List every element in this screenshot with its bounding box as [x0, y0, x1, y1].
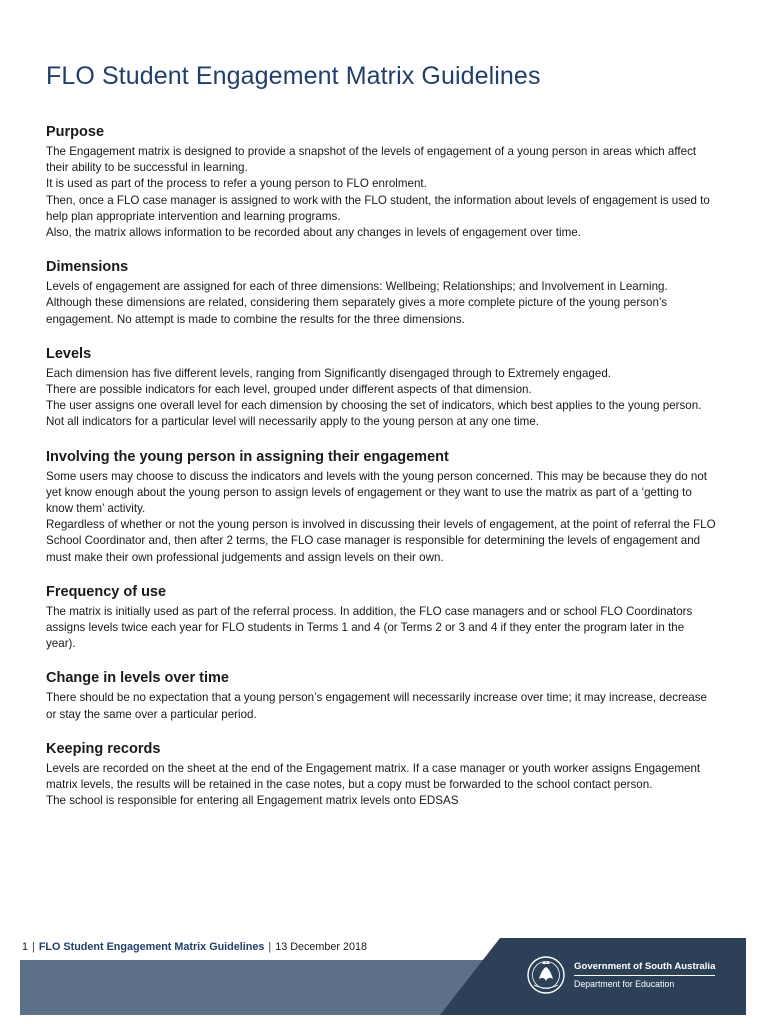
section-paragraph: Regardless of whether or not the young person is involved in discussing their levels of engagement, at the point of referral the FLO School Coordinator and, then after 2 terms, the FLO case manager is responsible for determining the levels of engagement and must make their own professional judgements and assign levels on their own. — [46, 518, 716, 564]
footer-separator: | — [32, 941, 35, 953]
section-heading: Frequency of use — [46, 583, 167, 600]
footer-date: 13 December 2018 — [275, 941, 368, 953]
section-paragraph: There are possible indicators for each level, grouped under different aspects of that dimension. — [46, 383, 532, 397]
section-paragraph: Some users may choose to discuss the indicators and levels with the young person concerned. This may be because they do not yet know enough about the young person to assign levels of engagement or they want to use the matrix as part of a ‘getting to know them’ activity. — [46, 469, 708, 516]
section-paragraph: The school is responsible for entering all Engagement matrix levels onto EDSAS — [46, 794, 459, 808]
sa-government-crest-icon — [526, 955, 566, 995]
section-paragraph: Levels of engagement are assigned for each of three dimensions: Wellbeing; Relationships; and Involvement in Learning. Although these dimensions are related, considering them separately gives a more complete picture of the young person’s engagement. No attempt is made to combine the results for the three dimensions. — [46, 280, 668, 326]
section-heading: Levels — [46, 345, 92, 362]
section-paragraph: Levels are recorded on the sheet at the end of the Engagement matrix. If a case manager or youth worker assigns Engagement matrix levels, the results will be retained in the case notes, but a copy must be forwarded to the school contact person. — [46, 761, 701, 792]
section-heading: Keeping records — [46, 740, 161, 757]
government-logo — [526, 955, 715, 995]
section-heading: Involving the young person in assigning their engagement — [46, 448, 449, 465]
section-paragraph: Also, the matrix allows information to be recorded about any changes in levels of engagement over time. — [46, 226, 581, 240]
section-change-over-time — [46, 670, 716, 722]
section-paragraph: It is used as part of the process to refer a young person to FLO enrolment. — [46, 177, 427, 191]
section-heading: Purpose — [46, 124, 105, 140]
section-dimensions — [46, 259, 716, 328]
footer-doc-title: FLO Student Engagement Matrix Guidelines — [38, 941, 265, 953]
page-footer — [22, 941, 367, 953]
section-paragraph: There should be no expectation that a young person’s engagement will necessarily increase over time; it may increase, decrease or stay the same over a particular period. — [46, 691, 707, 721]
section-heading: Dimensions — [46, 259, 129, 276]
section-paragraph: The matrix is initially used as part of the referral process. In addition, the FLO case managers and or school FLO Coordinators assigns levels twice each year for FLO students in Terms 1 and 4 (or Terms 2 or 3 and 4 if they enter the program later in the year). — [46, 604, 693, 651]
page-number: 1 — [22, 941, 29, 953]
section-paragraph: The user assigns one overall level for each dimension by choosing the set of indicators, which best applies to the young person. Not all indicators for a particular level will necessarily apply to the young person at any one time. — [46, 399, 702, 429]
section-purpose — [46, 124, 716, 241]
section-paragraph: Then, once a FLO case manager is assigned to work with the FLO student, the information about levels of engagement is used to help plan appropriate intervention and learning programs. — [46, 193, 710, 223]
footer-band — [20, 960, 490, 1015]
document-body — [46, 124, 716, 827]
government-name: Government of South Australia — [574, 961, 715, 976]
page-title: FLO Student Engagement Matrix Guidelines — [46, 62, 541, 90]
department-name: Department for Education — [574, 979, 675, 989]
section-paragraph: Each dimension has five different levels, ranging from Significantly disengaged through to Extremely engaged. — [46, 366, 611, 380]
section-involving-young-person — [46, 449, 716, 566]
section-levels — [46, 346, 716, 431]
section-paragraph: The Engagement matrix is designed to provide a snapshot of the levels of engagement of a young person in areas which affect their ability to be successful in learning. — [46, 145, 697, 175]
section-keeping-records — [46, 741, 716, 810]
section-frequency-of-use — [46, 584, 716, 653]
government-text — [574, 961, 715, 989]
section-heading: Change in levels over time — [46, 670, 229, 687]
footer-separator: | — [268, 941, 272, 953]
